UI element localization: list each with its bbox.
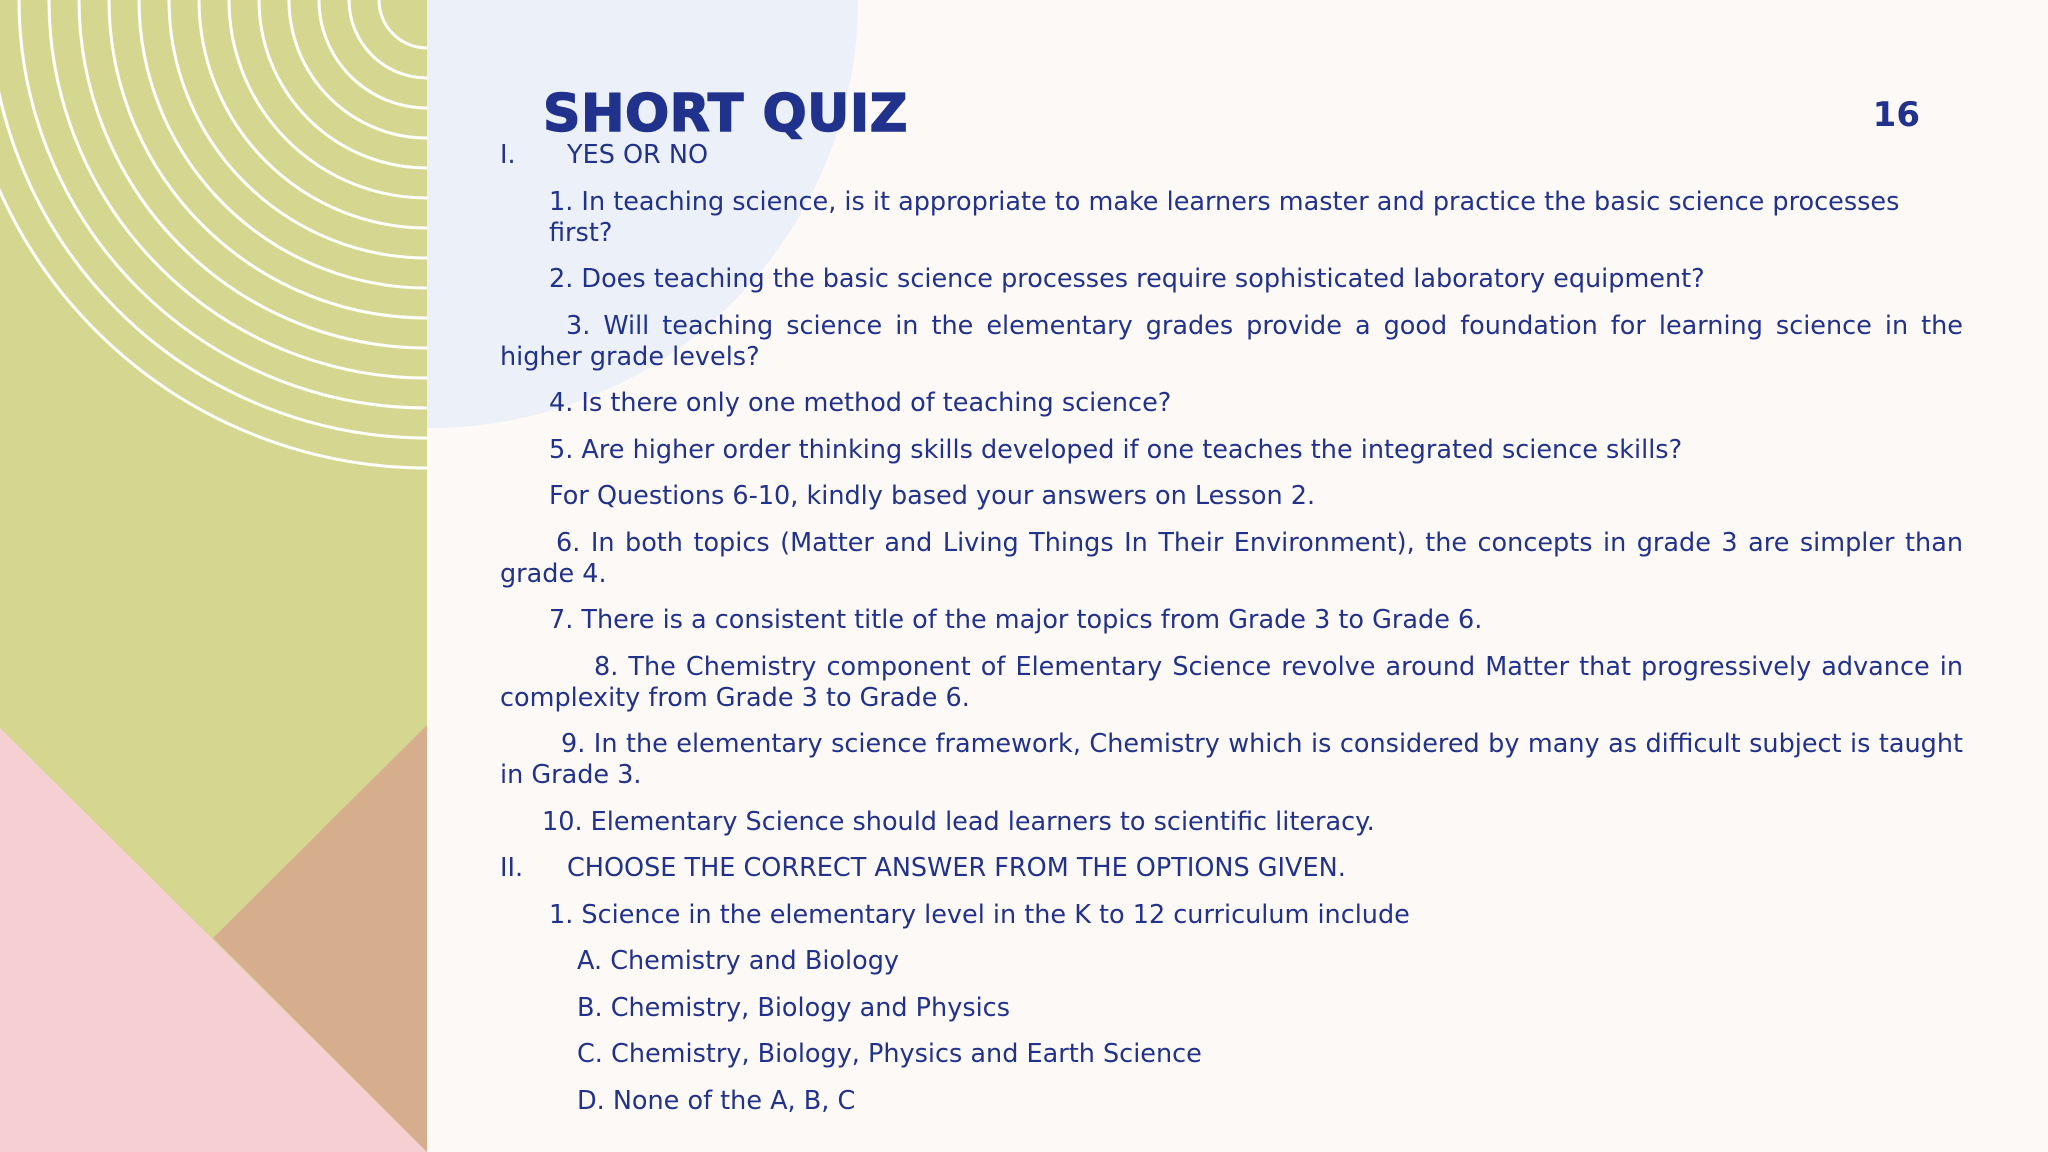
- section-number: II.: [500, 853, 524, 883]
- question-2: 2. Does teaching the basic science processes require sophisticated laboratory equipment?: [549, 264, 1705, 294]
- question-1: 1. Science in the elementary level in the K to 12 curriculum include: [549, 899, 1410, 930]
- question-5: 5. Are higher order thinking skills developed if one teaches the integrated science skills?: [549, 434, 1683, 465]
- section-title: YES OR NO: [567, 140, 709, 170]
- question-1: 1. In teaching science, is it appropriate to make learners master and practice the basic science processes first?: [549, 186, 1900, 248]
- question-3: 3. Will teaching science in the elementary grades provide a good foundation for learning science in the higher grade levels?: [500, 310, 1963, 372]
- quiz-content: [500, 140, 1963, 1132]
- question-4: 4. Is there only one method of teaching science?: [549, 388, 1172, 418]
- option-d: D. None of the A, B, C: [577, 1085, 856, 1116]
- question-7: 7. There is a consistent title of the major topics from Grade 3 to Grade 6.: [549, 605, 1483, 635]
- section-number: I.: [500, 140, 516, 170]
- question-9: 9. In the elementary science framework, Chemistry which is considered by many as difficult subject is taught in Grade 3.: [500, 729, 1963, 790]
- option-b: B. Chemistry, Biology and Physics: [577, 992, 1010, 1023]
- page-number: 16: [1872, 95, 1920, 135]
- question-10: 10. Elementary Science should lead learners to scientific literacy.: [542, 806, 1375, 837]
- option-c: C. Chemistry, Biology, Physics and Earth Science: [577, 1039, 1202, 1069]
- option-a: A. Chemistry and Biology: [577, 946, 899, 976]
- section-title: CHOOSE THE CORRECT ANSWER FROM THE OPTIONS GIVEN.: [567, 853, 1346, 883]
- section-2-heading: [500, 853, 1963, 884]
- question-8: 8. The Chemistry component of Elementary Science revolve around Matter that progressively advance in complexity from Grade 3 to Grade 6.: [500, 651, 1963, 713]
- instruction-text: For Questions 6-10, kindly based your answers on Lesson 2.: [549, 481, 1316, 511]
- section-1-heading: [500, 140, 1963, 171]
- question-6: 6. In both topics (Matter and Living Things In Their Environment), the concepts in grade 3 are simpler than grade 4.: [500, 527, 1963, 589]
- slide-title: SHORT QUIZ: [543, 84, 908, 144]
